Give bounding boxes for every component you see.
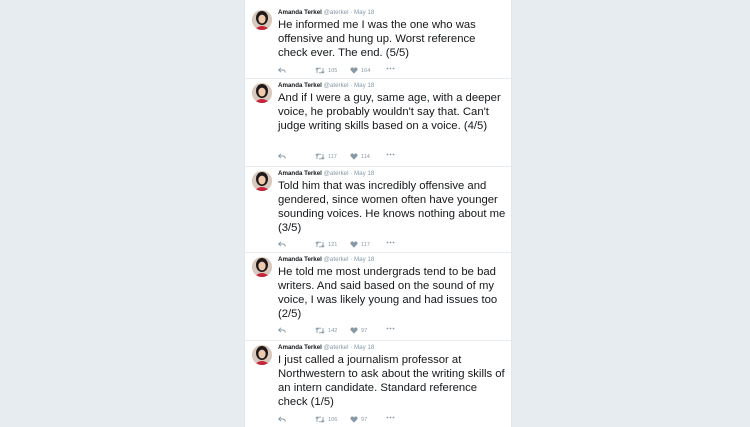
author-name[interactable]: Amanda Terkel [278, 9, 322, 16]
more-icon [386, 67, 395, 70]
retweet-count: 106 [328, 416, 338, 423]
avatar-photo-icon [252, 10, 272, 30]
tweet-date[interactable]: · May 18 [350, 9, 375, 16]
tweet-feed [244, 0, 512, 427]
like-button[interactable] [350, 67, 370, 74]
tweet-header [278, 256, 374, 263]
reply-icon [278, 241, 286, 248]
tweet-header [278, 344, 374, 351]
retweet-button[interactable] [315, 241, 337, 248]
reply-icon [278, 327, 286, 334]
tweet-header [278, 9, 374, 16]
reply-button[interactable] [278, 241, 286, 248]
heart-icon [350, 67, 358, 74]
heart-icon [350, 153, 358, 160]
retweet-icon [315, 327, 325, 334]
avatar-photo-icon [252, 345, 272, 365]
retweet-button[interactable] [315, 327, 337, 334]
like-button[interactable] [350, 241, 370, 248]
tweet-actions [278, 416, 478, 426]
retweet-count: 105 [328, 67, 338, 74]
more-icon [386, 416, 395, 419]
more-icon [386, 153, 395, 156]
author-name[interactable]: Amanda Terkel [278, 344, 322, 351]
avatar[interactable] [252, 10, 272, 30]
more-button[interactable] [386, 241, 395, 244]
author-name[interactable]: Amanda Terkel [278, 170, 322, 177]
avatar[interactable] [252, 83, 272, 103]
like-count: 117 [361, 241, 370, 248]
retweet-button[interactable] [315, 416, 337, 423]
avatar[interactable] [252, 345, 272, 365]
more-button[interactable] [386, 67, 395, 70]
reply-icon [278, 67, 286, 74]
retweet-icon [315, 416, 325, 423]
more-button[interactable] [386, 153, 395, 156]
tweet-date[interactable]: · May 18 [350, 344, 375, 351]
author-handle[interactable]: @aterkel [323, 256, 349, 263]
tweet-text: He told me most undergrads tend to be bad writers. And said based on the sound of my voice, I was likely young and had issues too (2/5) [278, 266, 498, 320]
tweet-text: Told him that was incredibly offensive and gendered, since women often have younger sounding voices. He knows nothing about me (3/5) [278, 180, 506, 234]
retweet-icon [315, 67, 325, 74]
heart-icon [350, 327, 358, 334]
like-button[interactable] [350, 416, 367, 423]
tweet-text: He informed me I was the one who was offensive and hung up. Worst reference check ever. The end. (5/5) [278, 19, 476, 59]
retweet-icon [315, 241, 325, 248]
avatar[interactable] [252, 171, 272, 191]
author-handle[interactable]: @aterkel [323, 9, 349, 16]
tweet[interactable] [245, 79, 511, 167]
heart-icon [350, 241, 358, 248]
tweet-actions [278, 67, 478, 77]
avatar-photo-icon [252, 171, 272, 191]
retweet-count: 121 [328, 241, 338, 248]
retweet-count: 117 [328, 153, 337, 160]
tweet-header [278, 82, 374, 89]
tweet-actions [278, 153, 478, 163]
reply-icon [278, 153, 286, 160]
like-count: 97 [361, 327, 368, 334]
tweet-text: I just called a journalism professor at Northwestern to ask about the writing skills of an intern candidate. Standard reference check (1/5) [278, 354, 505, 408]
tweet-date[interactable]: · May 18 [350, 170, 375, 177]
retweet-count: 142 [328, 327, 338, 334]
reply-button[interactable] [278, 153, 286, 160]
like-count: 97 [361, 416, 368, 423]
author-name[interactable]: Amanda Terkel [278, 256, 322, 263]
tweet[interactable] [245, 6, 511, 79]
tweet-date[interactable]: · May 18 [350, 82, 375, 89]
author-handle[interactable]: @aterkel [323, 170, 349, 177]
tweet[interactable] [245, 341, 511, 427]
tweet-date[interactable]: · May 18 [350, 256, 375, 263]
tweet[interactable] [245, 167, 511, 253]
tweet-actions [278, 241, 478, 251]
retweet-button[interactable] [315, 67, 337, 74]
avatar-photo-icon [252, 257, 272, 277]
avatar[interactable] [252, 257, 272, 277]
reply-button[interactable] [278, 416, 286, 423]
like-count: 114 [361, 153, 370, 160]
reply-button[interactable] [278, 327, 286, 334]
author-name[interactable]: Amanda Terkel [278, 82, 322, 89]
more-button[interactable] [386, 416, 395, 419]
more-icon [386, 241, 395, 244]
heart-icon [350, 416, 358, 423]
like-button[interactable] [350, 153, 370, 160]
retweet-button[interactable] [315, 153, 337, 160]
author-handle[interactable]: @aterkel [323, 344, 349, 351]
more-button[interactable] [386, 327, 395, 330]
like-button[interactable] [350, 327, 367, 334]
tweet-text: And if I were a guy, same age, with a deeper voice, he probably wouldn't say that. Can't judge writing skills based on a voice. (4/5) [278, 92, 501, 132]
tweet[interactable] [245, 253, 511, 341]
tweet-header [278, 170, 374, 177]
more-icon [386, 327, 395, 330]
reply-icon [278, 416, 286, 423]
tweet-actions [278, 327, 478, 337]
reply-button[interactable] [278, 67, 286, 74]
avatar-photo-icon [252, 83, 272, 103]
author-handle[interactable]: @aterkel [323, 82, 349, 89]
like-count: 164 [361, 67, 371, 74]
retweet-icon [315, 153, 325, 160]
